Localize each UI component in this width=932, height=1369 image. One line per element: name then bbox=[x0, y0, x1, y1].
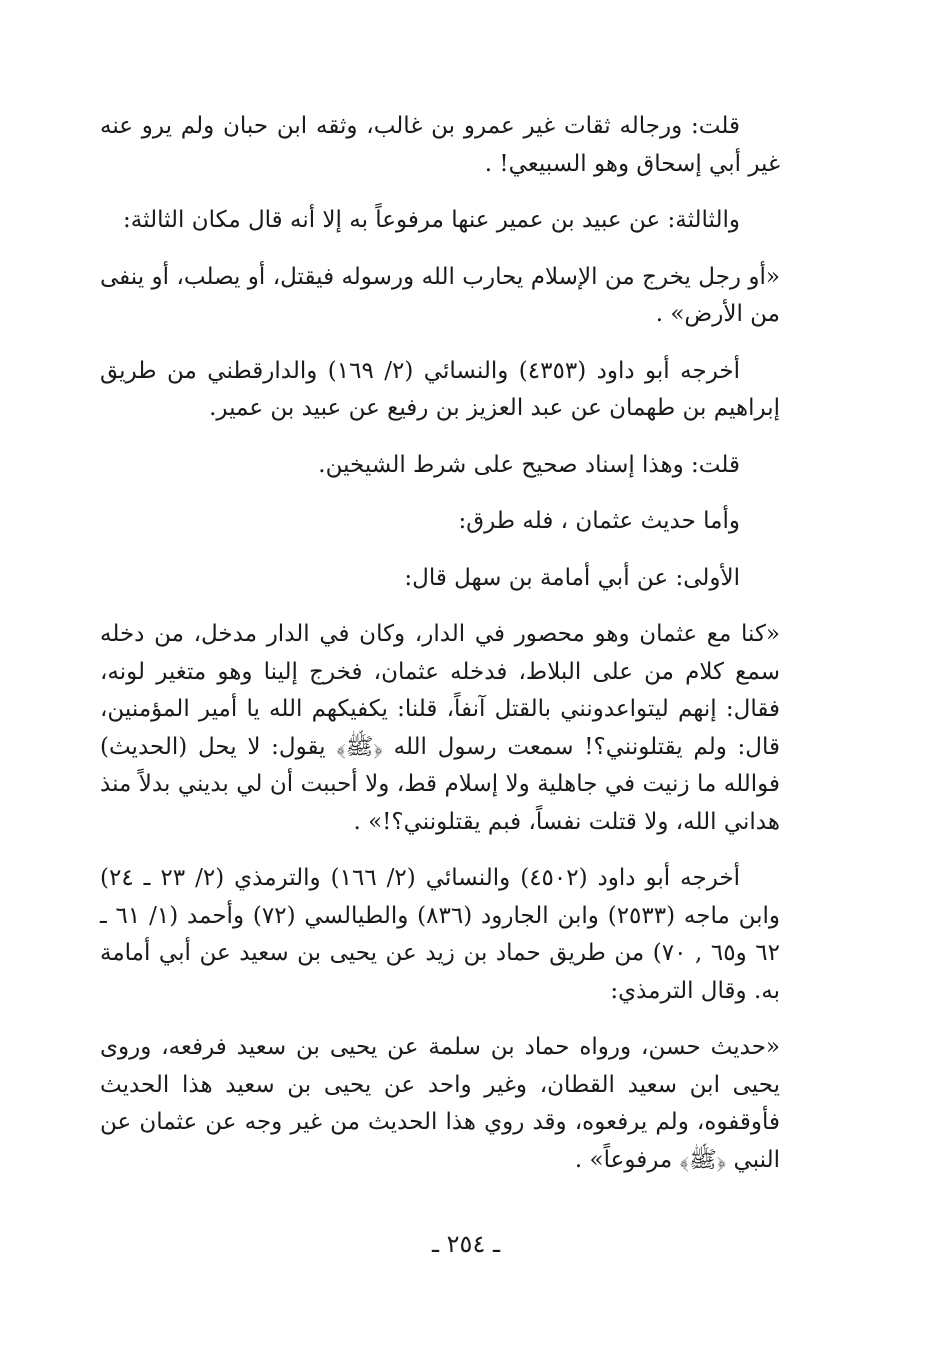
paragraph-first-route: الأولى: عن أبي أمامة بن سهل قال: bbox=[404, 564, 740, 591]
page-number: ـ ٢٥٤ ـ bbox=[431, 1230, 500, 1258]
paragraph-tirmidhi-quote: «حديث حسن، ورواه حماد بن سلمة عن يحيى بن سعيد فرفعه، وروى يحيى ابن سعيد القطان، وغير واحد عن يحيى بن سعيد هذا الحديث فأوقفوه، ولم يرفعوه، وقد روي هذا الحديث من غير وجه عن عثمان عن النبي ﴿ﷺ﴾ مرفوعاً» . bbox=[100, 1034, 780, 1173]
paragraph-takhrij-abu-dawud: أخرجه أبو داود (٤٣٥٣) والنسائي (٢/ ١٦٩) والدارقطني من طريق إبراهيم بن طهمان عن عبد العزيز بن رفيع عن عبيد بن عمير. bbox=[100, 357, 780, 421]
paragraph-third-route: والثالثة: عن عبيد بن عمير عنها مرفوعاً به إلا أنه قال مكان الثالثة: bbox=[123, 207, 740, 233]
paragraph-takhrij-references: أخرجه أبو داود (٤٥٠٢) والنسائي (٢/ ١٦٦) والترمذي (٢/ ٢٣ ـ ٢٤) وابن ماجه (٢٥٣٣) وابن الجارود (٨٣٦) والطيالسي (٧٢) وأحمد (١/ ٦١ ـ ٦٢ و٦٥ , ٧٠) من طريق حماد بن زيد عن يحيى بن سعيد عن أبي أمامة به. وقال الترمذي: bbox=[100, 865, 781, 1004]
paragraph-uthman-quote: «كنا مع عثمان وهو محصور في الدار، وكان في الدار مدخل، من دخله سمع كلام من على البلاط، فدخله عثمان، فخرج إلينا وهو متغير لونه، فقال: إنهم ليتواعدونني بالقتل آنفاً، قلنا: يكفيكهم الله يا أمير المؤمنين، قال: ولم يقتلونني؟! سمعت رسول الله ﴿ﷺ﴾ يقول: لا يحل (الحديث) فوالله ما زنيت في جاهلية ولا إسلام قط، ولا أحببت أن لي بديني بدلاً منذ هداني الله، ولا قتلت نفساً، فبم يقتلونني؟!» . bbox=[100, 621, 780, 835]
paragraph-narrators-note: قلت: ورجاله ثقات غير عمرو بن غالب، وثقه ابن حبان ولم يرو عنه غير أبي إسحاق وهو السبيعي! . bbox=[100, 113, 780, 177]
paragraph-uthman-hadith: وأما حديث عثمان ، فله طرق: bbox=[458, 508, 740, 534]
page-body bbox=[100, 108, 780, 1198]
paragraph-isnad-sahih: قلت: وهذا إسناد صحيح على شرط الشيخين. bbox=[318, 451, 740, 478]
paragraph-hadith-quote: «أو رجل يخرج من الإسلام يحارب الله ورسوله فيقتل، أو يصلب، أو ينفى من الأرض» . bbox=[100, 263, 780, 327]
